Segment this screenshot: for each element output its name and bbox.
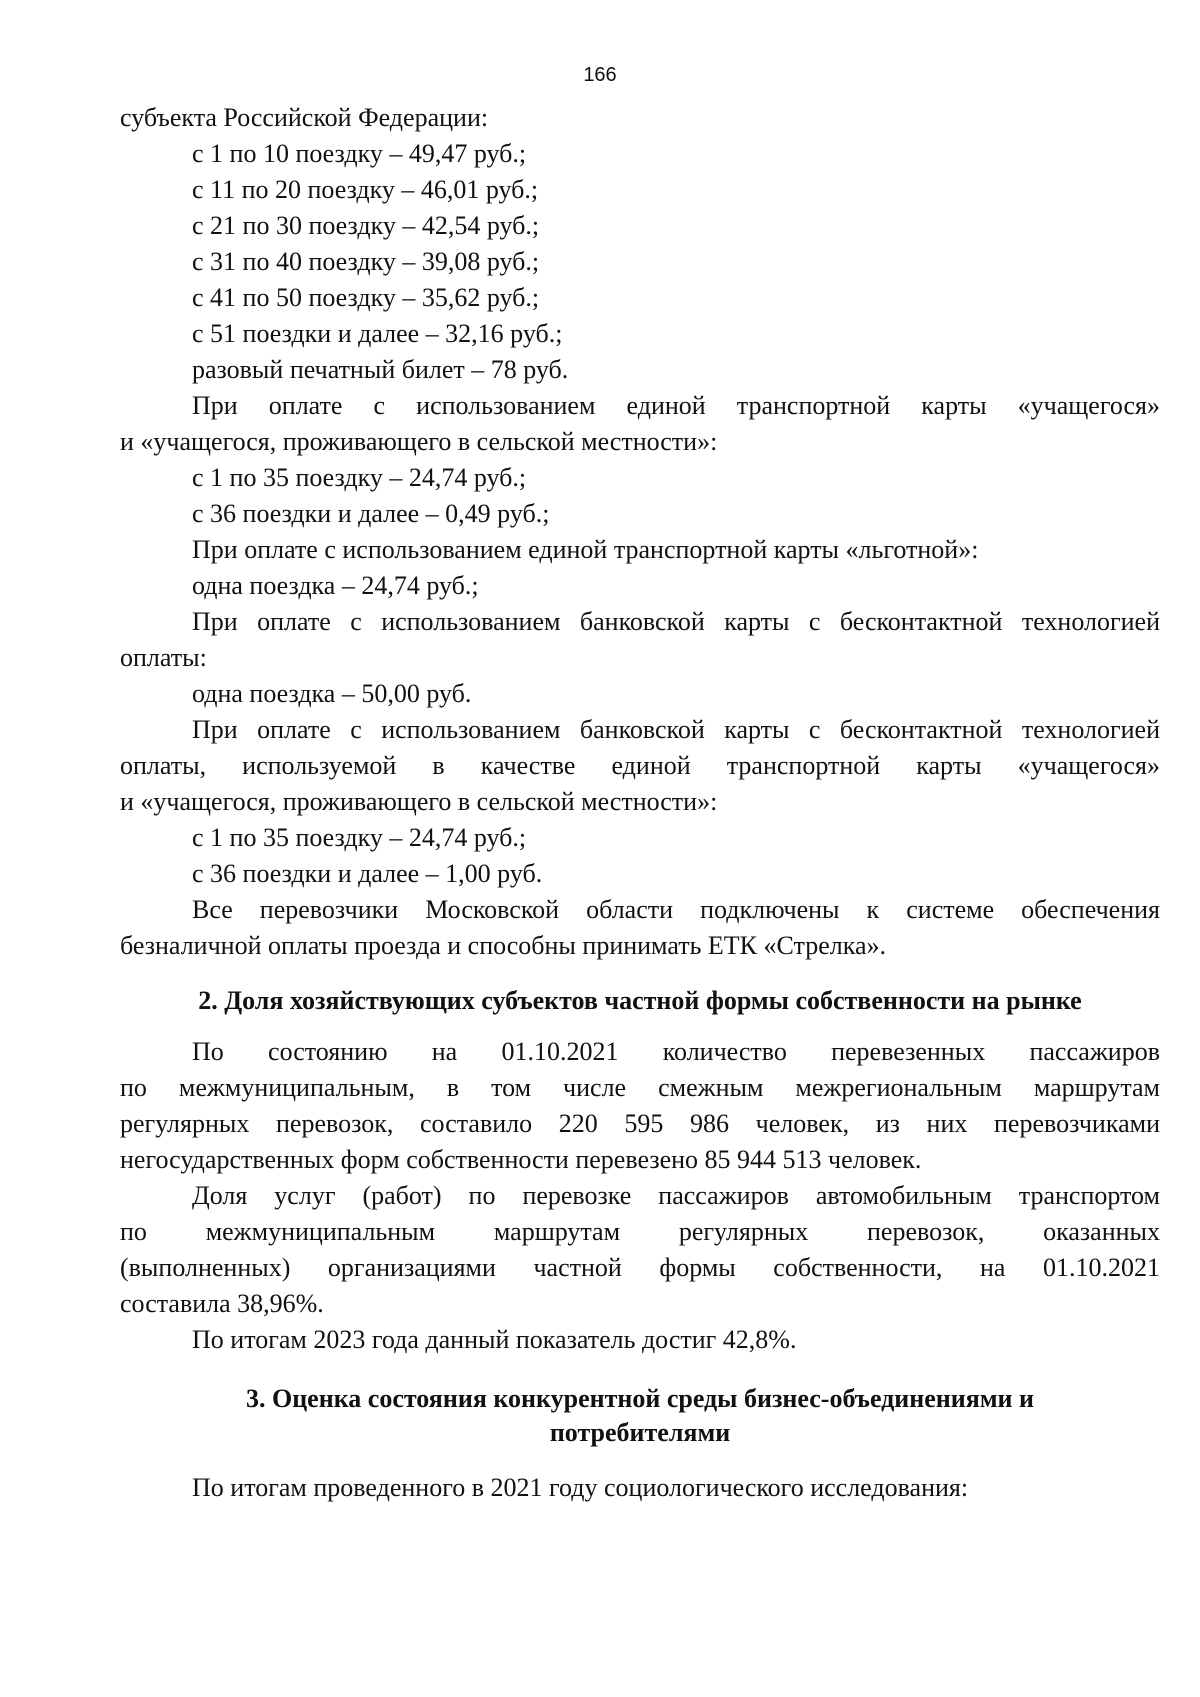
text-line: с 1 по 35 поездку – 24,74 руб.; — [192, 463, 527, 492]
text-line: и «учащегося, проживающего в сельской местности»: — [120, 787, 718, 816]
text-line: По итогам 2023 года данный показатель достиг 42,8%. — [192, 1325, 797, 1354]
page-number: 166 — [583, 64, 617, 86]
text-line: При оплате с использованием банковской карты с бесконтактной технологией — [192, 607, 1160, 636]
text-line: оплаты: — [120, 643, 207, 672]
text-line: с 36 поездки и далее – 0,49 руб.; — [192, 499, 550, 528]
text-line: разовый печатный билет – 78 руб. — [192, 355, 569, 384]
text-line: По итогам проведенного в 2021 году социологического исследования: — [192, 1473, 969, 1502]
text-line: безналичной оплаты проезда и способны принимать ЕТК «Стрелка». — [120, 931, 886, 960]
text-line: с 1 по 10 поездку – 49,47 руб.; — [192, 139, 527, 168]
text-line: (выполненных) организациями частной формы собственности, на 01.10.2021 — [120, 1253, 1160, 1282]
text-line: субъекта Российской Федерации: — [120, 103, 489, 132]
text-line: по межмуниципальным маршрутам регулярных перевозок, оказанных — [120, 1217, 1160, 1246]
text-line: регулярных перевозок, составило 220 595 986 человек, из них перевозчиками — [120, 1109, 1160, 1138]
section-heading-3 — [120, 1382, 1160, 1450]
heading-line: 3. Оценка состояния конкурентной среды бизнес-объединениями и — [245, 1384, 1035, 1413]
text-line: составила 38,96%. — [120, 1289, 324, 1318]
page-content — [120, 100, 1160, 1506]
text-line: По состоянию на 01.10.2021 количество перевезенных пассажиров — [192, 1037, 1160, 1066]
text-line: При оплате с использованием единой транспортной карты «льготной»: — [192, 535, 979, 564]
text-line: Все перевозчики Московской области подключены к системе обеспечения — [192, 895, 1160, 924]
text-line: Доля услуг (работ) по перевозке пассажиров автомобильным транспортом — [192, 1181, 1160, 1210]
text-line: При оплате с использованием единой транспортной карты «учащегося» — [192, 391, 1160, 420]
text-line: с 31 по 40 поездку – 39,08 руб.; — [192, 247, 540, 276]
section-heading-2: 2. Доля хозяйствующих субъектов частной формы собственности на рынке — [198, 986, 1082, 1015]
text-line: и «учащегося, проживающего в сельской местности»: — [120, 427, 718, 456]
text-line: с 21 по 30 поездку – 42,54 руб.; — [192, 211, 540, 240]
text-line: с 36 поездки и далее – 1,00 руб. — [192, 859, 543, 888]
heading-line: потребителями — [549, 1418, 731, 1447]
text-line: по межмуниципальным, в том числе смежным межрегиональным маршрутам — [120, 1073, 1160, 1102]
text-line: с 41 по 50 поездку – 35,62 руб.; — [192, 283, 540, 312]
text-line: оплаты, используемой в качестве единой транспортной карты «учащегося» — [120, 751, 1160, 780]
text-line: с 1 по 35 поездку – 24,74 руб.; — [192, 823, 527, 852]
text-line: негосударственных форм собственности перевезено 85 944 513 человек. — [120, 1145, 922, 1174]
text-line: с 11 по 20 поездку – 46,01 руб.; — [192, 175, 539, 204]
text-line: одна поездка – 24,74 руб.; — [192, 571, 479, 600]
text-line: При оплате с использованием банковской карты с бесконтактной технологией — [192, 715, 1160, 744]
text-line: с 51 поездки и далее – 32,16 руб.; — [192, 319, 563, 348]
text-line: одна поездка – 50,00 руб. — [192, 679, 472, 708]
